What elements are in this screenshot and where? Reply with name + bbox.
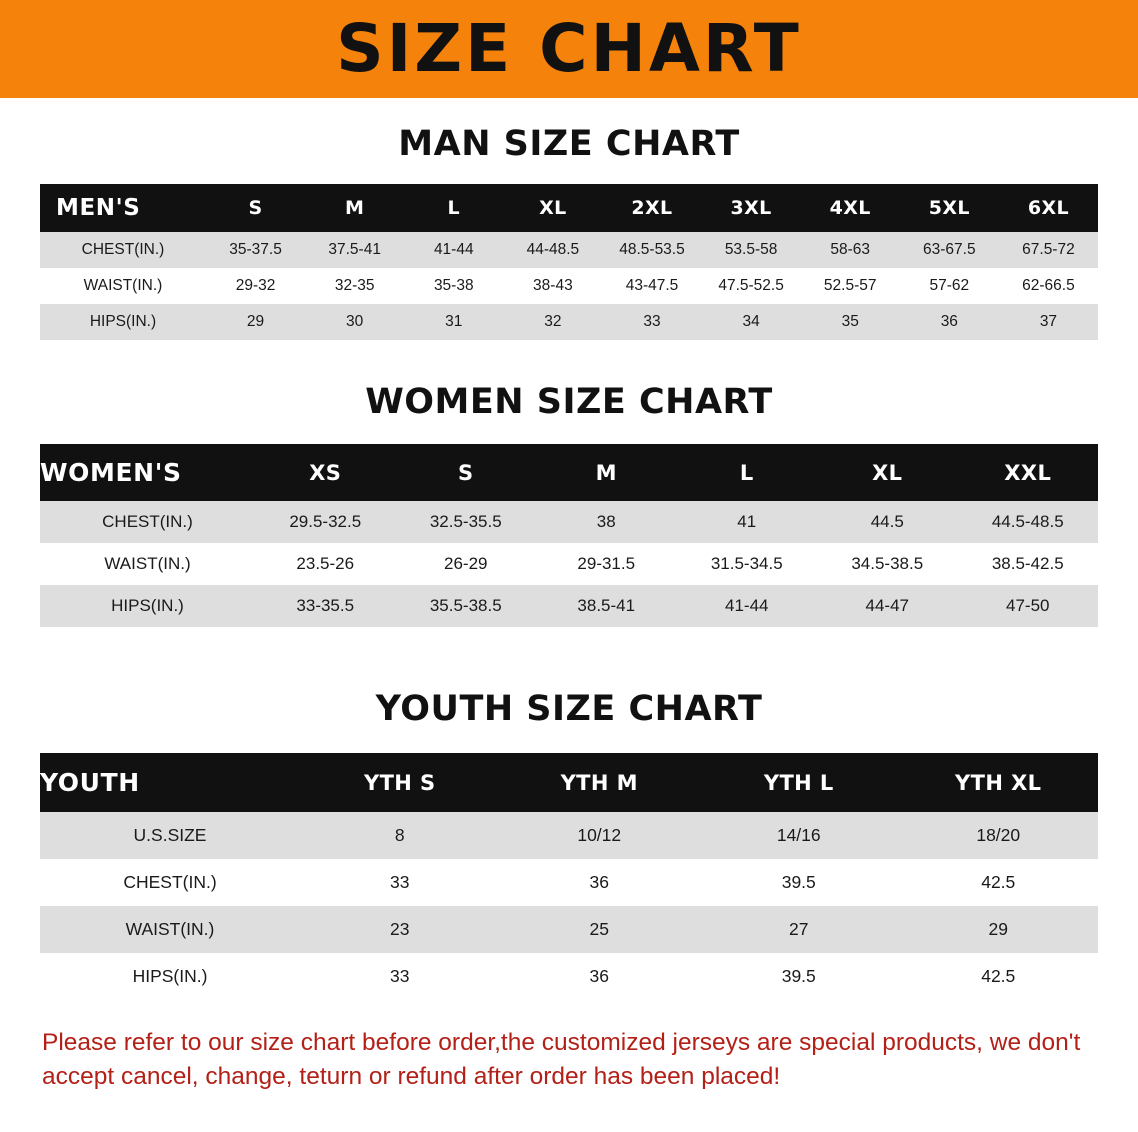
man-row-label-0: CHEST(IN.) — [40, 232, 206, 268]
youth-cell-1-3: 42.5 — [899, 859, 1099, 906]
youth-cell-3-1: 36 — [500, 953, 700, 1000]
youth-header-row — [40, 753, 1098, 812]
youth-table-wrap — [0, 753, 1138, 1000]
table-row — [40, 232, 1098, 268]
table-row — [40, 268, 1098, 304]
women-col-4: XL — [817, 444, 958, 501]
table-row — [40, 812, 1098, 859]
youth-table-head — [40, 753, 1098, 812]
man-table-body — [40, 232, 1098, 340]
man-cell-0-8: 67.5-72 — [999, 232, 1098, 268]
man-cell-0-5: 53.5-58 — [702, 232, 801, 268]
man-cell-0-7: 63-67.5 — [900, 232, 999, 268]
man-cell-1-3: 38-43 — [503, 268, 602, 304]
youth-cell-2-2: 27 — [699, 906, 899, 953]
man-cell-0-3: 44-48.5 — [503, 232, 602, 268]
man-cell-1-1: 32-35 — [305, 268, 404, 304]
man-col-5: 3XL — [702, 184, 801, 232]
table-row — [40, 585, 1098, 627]
man-cell-1-7: 57-62 — [900, 268, 999, 304]
women-cell-2-2: 38.5-41 — [536, 585, 677, 627]
man-col-1: M — [305, 184, 404, 232]
man-cell-1-6: 52.5-57 — [801, 268, 900, 304]
youth-cell-2-0: 23 — [300, 906, 500, 953]
man-col-4: 2XL — [602, 184, 701, 232]
youth-cell-3-3: 42.5 — [899, 953, 1099, 1000]
women-cell-1-5: 38.5-42.5 — [958, 543, 1099, 585]
man-cell-2-2: 31 — [404, 304, 503, 340]
table-row — [40, 906, 1098, 953]
women-cell-2-5: 47-50 — [958, 585, 1099, 627]
youth-size-table — [40, 753, 1098, 1000]
women-header-row — [40, 444, 1098, 501]
women-col-2: M — [536, 444, 677, 501]
women-section-title: WOMEN SIZE CHART — [365, 382, 773, 422]
man-col-7: 5XL — [900, 184, 999, 232]
women-col-3: L — [677, 444, 818, 501]
youth-row-label-3: HIPS(IN.) — [40, 953, 300, 1000]
man-col-0: S — [206, 184, 305, 232]
youth-cell-0-0: 8 — [300, 812, 500, 859]
man-row-header-label: MEN'S — [40, 184, 206, 232]
man-cell-1-0: 29-32 — [206, 268, 305, 304]
page-title: SIZE CHART — [336, 10, 802, 87]
youth-col-0: YTH S — [300, 753, 500, 812]
women-cell-0-0: 29.5-32.5 — [255, 501, 396, 543]
women-cell-0-3: 41 — [677, 501, 818, 543]
youth-cell-3-0: 33 — [300, 953, 500, 1000]
man-cell-1-5: 47.5-52.5 — [702, 268, 801, 304]
women-col-1: S — [396, 444, 537, 501]
man-cell-0-6: 58-63 — [801, 232, 900, 268]
women-row-label-0: CHEST(IN.) — [40, 501, 255, 543]
women-row-label-2: HIPS(IN.) — [40, 585, 255, 627]
order-policy-note: Please refer to our size chart before order,the customized jerseys are special products, we don't accept cancel, change, teturn or refund after order has been placed! — [42, 1029, 1081, 1090]
man-row-label-2: HIPS(IN.) — [40, 304, 206, 340]
man-header-row — [40, 184, 1098, 232]
youth-table-body — [40, 812, 1098, 1000]
women-cell-2-1: 35.5-38.5 — [396, 585, 537, 627]
banner — [0, 0, 1138, 98]
man-cell-0-2: 41-44 — [404, 232, 503, 268]
women-cell-2-3: 41-44 — [677, 585, 818, 627]
youth-row-label-1: CHEST(IN.) — [40, 859, 300, 906]
man-table-head — [40, 184, 1098, 232]
man-cell-2-8: 37 — [999, 304, 1098, 340]
women-cell-2-0: 33-35.5 — [255, 585, 396, 627]
women-col-5: XXL — [958, 444, 1099, 501]
youth-cell-0-3: 18/20 — [899, 812, 1099, 859]
man-cell-0-1: 37.5-41 — [305, 232, 404, 268]
man-cell-1-4: 43-47.5 — [602, 268, 701, 304]
man-cell-1-8: 62-66.5 — [999, 268, 1098, 304]
youth-col-3: YTH XL — [899, 753, 1099, 812]
women-table-wrap — [0, 444, 1138, 627]
women-row-header-label: WOMEN'S — [40, 444, 255, 501]
man-table-wrap — [0, 184, 1138, 340]
women-cell-0-4: 44.5 — [817, 501, 958, 543]
table-row — [40, 543, 1098, 585]
table-row — [40, 501, 1098, 543]
youth-cell-1-1: 36 — [500, 859, 700, 906]
women-row-label-1: WAIST(IN.) — [40, 543, 255, 585]
youth-cell-0-1: 10/12 — [500, 812, 700, 859]
man-cell-2-3: 32 — [503, 304, 602, 340]
youth-cell-2-3: 29 — [899, 906, 1099, 953]
women-cell-1-2: 29-31.5 — [536, 543, 677, 585]
women-col-0: XS — [255, 444, 396, 501]
man-col-3: XL — [503, 184, 602, 232]
youth-col-2: YTH L — [699, 753, 899, 812]
man-cell-2-0: 29 — [206, 304, 305, 340]
youth-cell-2-1: 25 — [500, 906, 700, 953]
man-col-8: 6XL — [999, 184, 1098, 232]
women-size-table — [40, 444, 1098, 627]
youth-cell-1-0: 33 — [300, 859, 500, 906]
women-cell-1-1: 26-29 — [396, 543, 537, 585]
youth-cell-0-2: 14/16 — [699, 812, 899, 859]
man-cell-2-7: 36 — [900, 304, 999, 340]
man-size-table — [40, 184, 1098, 340]
man-row-label-1: WAIST(IN.) — [40, 268, 206, 304]
women-table-body — [40, 501, 1098, 627]
women-cell-0-2: 38 — [536, 501, 677, 543]
youth-cell-1-2: 39.5 — [699, 859, 899, 906]
women-cell-1-4: 34.5-38.5 — [817, 543, 958, 585]
man-cell-2-6: 35 — [801, 304, 900, 340]
youth-cell-3-2: 39.5 — [699, 953, 899, 1000]
women-cell-0-5: 44.5-48.5 — [958, 501, 1099, 543]
women-cell-0-1: 32.5-35.5 — [396, 501, 537, 543]
youth-row-header-label: YOUTH — [40, 753, 300, 812]
man-cell-0-4: 48.5-53.5 — [602, 232, 701, 268]
man-cell-2-1: 30 — [305, 304, 404, 340]
man-cell-2-4: 33 — [602, 304, 701, 340]
man-cell-1-2: 35-38 — [404, 268, 503, 304]
table-row — [40, 304, 1098, 340]
man-section-title: MAN SIZE CHART — [398, 124, 740, 164]
youth-row-label-2: WAIST(IN.) — [40, 906, 300, 953]
man-col-6: 4XL — [801, 184, 900, 232]
man-col-2: L — [404, 184, 503, 232]
youth-col-1: YTH M — [500, 753, 700, 812]
women-cell-1-0: 23.5-26 — [255, 543, 396, 585]
man-cell-0-0: 35-37.5 — [206, 232, 305, 268]
women-table-head — [40, 444, 1098, 501]
table-row — [40, 953, 1098, 1000]
women-cell-2-4: 44-47 — [817, 585, 958, 627]
youth-row-label-0: U.S.SIZE — [40, 812, 300, 859]
youth-section-title: YOUTH SIZE CHART — [375, 689, 763, 729]
man-cell-2-5: 34 — [702, 304, 801, 340]
table-row — [40, 859, 1098, 906]
women-cell-1-3: 31.5-34.5 — [677, 543, 818, 585]
